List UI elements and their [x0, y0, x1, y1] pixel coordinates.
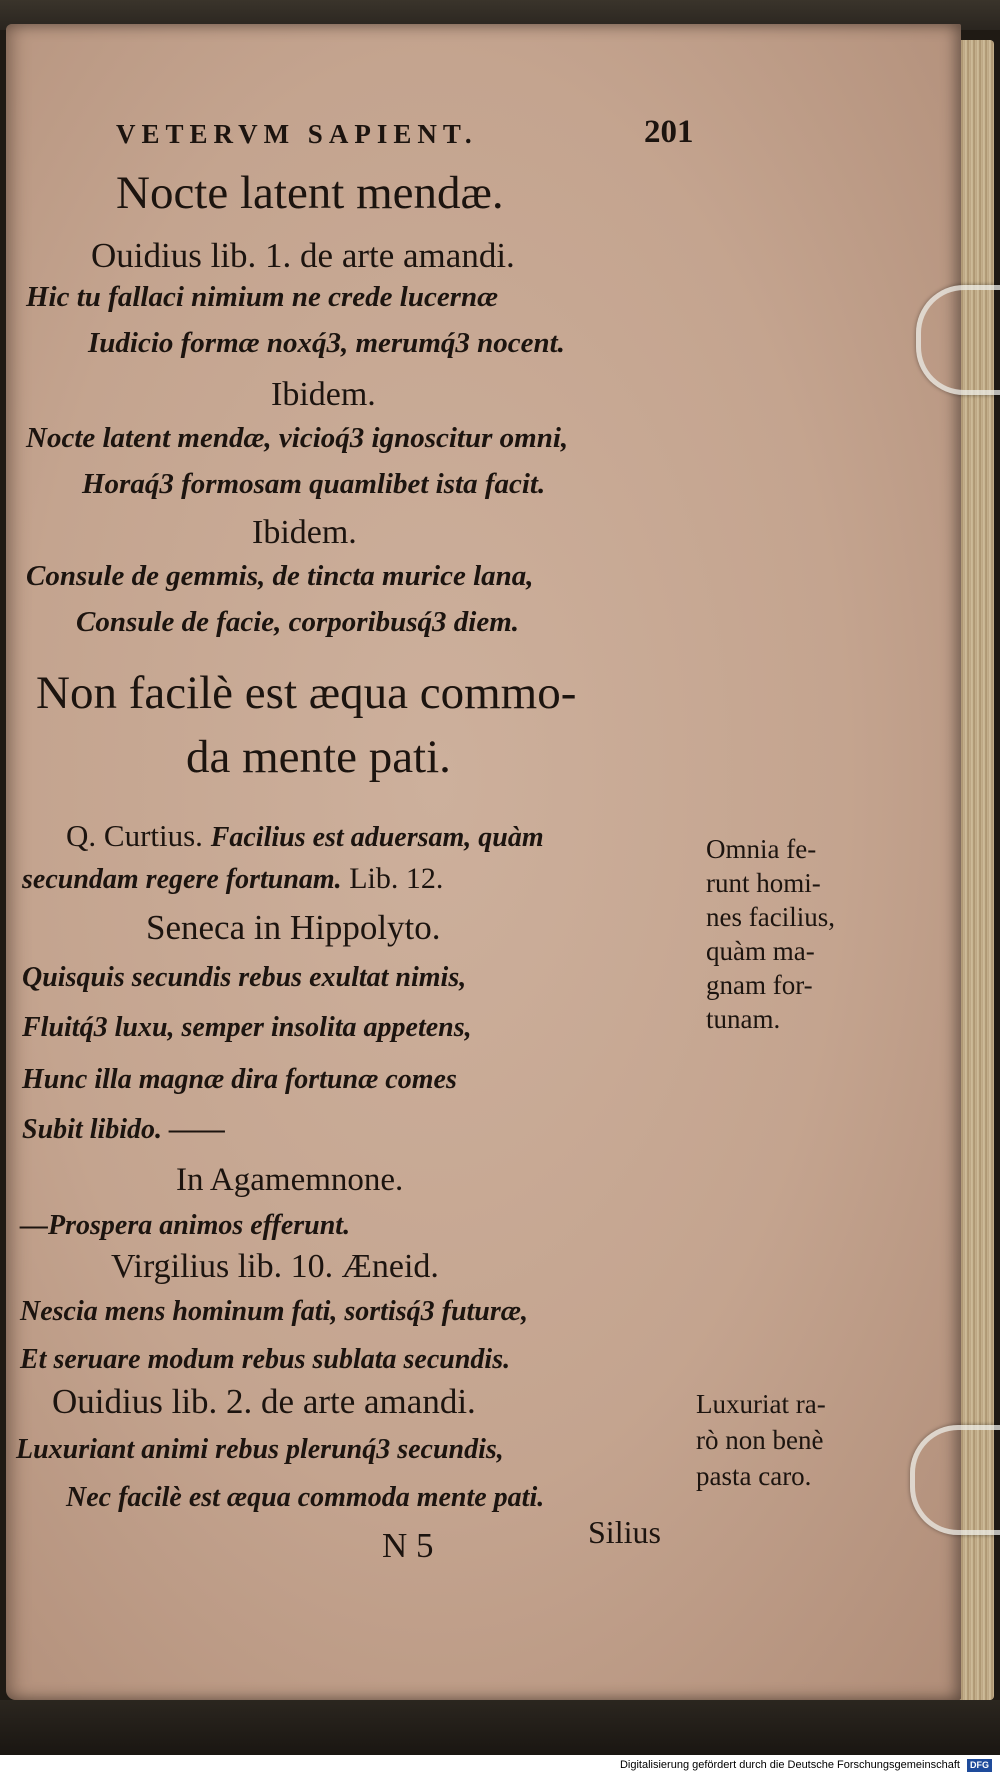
catchword: Silius — [588, 1514, 661, 1550]
mixed-line — [22, 862, 443, 896]
margin-note-line: gnam for- — [706, 970, 813, 1000]
margin-note — [706, 832, 835, 1036]
page-clip — [910, 1425, 1000, 1535]
mixed-line — [66, 818, 544, 854]
citation-line: Seneca in Hippolyto. — [146, 908, 441, 947]
verse-line: Fluitq́3 luxu, semper insolita appetens, — [22, 1012, 472, 1043]
verse-line: Nocte latent mendæ, vicioq́3 ignoscitur omni, — [26, 422, 569, 454]
verse-line: Et seruare modum rebus sublata secundis. — [20, 1344, 511, 1375]
roman-run: Lib. 12. — [349, 862, 444, 895]
verse-line: Nec facilè est æqua commoda mente pati. — [66, 1482, 545, 1513]
running-head: VETERVM SAPIENT. — [116, 119, 478, 149]
footer-text: Digitalisierung gefördert durch die Deutsche Forschungsgemeinschaft — [619, 1759, 960, 1771]
italic-run: Facilius est aduersam, quàm — [210, 822, 544, 853]
margin-note — [696, 1386, 826, 1494]
margin-note-line: Luxuriat ra- — [696, 1389, 826, 1419]
margin-note-line: quàm ma- — [706, 936, 815, 966]
margin-note-line: Omnia fe- — [706, 834, 817, 864]
page-clip — [916, 285, 1000, 395]
margin-note-line: pasta caro. — [696, 1461, 812, 1491]
verse-line: Luxuriant animi rebus plerunq́3 secundis, — [16, 1434, 504, 1465]
verse-line: Horaq́3 formosam quamlibet ista facit. — [82, 468, 546, 500]
dfg-logo: DFG — [967, 1759, 992, 1772]
heading-line: Nocte latent mendæ. — [116, 167, 504, 219]
citation-line: Ouidius lib. 2. de arte amandi. — [52, 1382, 476, 1421]
citation-line: Ouidius lib. 1. de arte amandi. — [91, 236, 515, 275]
verse-line: Hunc illa magnæ dira fortunæ comes — [22, 1064, 457, 1095]
margin-note-line: tunam. — [706, 1004, 781, 1034]
verse-line: Iudicio formæ noxq́3, merumq́3 nocent. — [88, 327, 565, 359]
heading-line: Non facilè est æqua commo- — [36, 667, 577, 719]
citation-line: Ibidem. — [271, 376, 376, 413]
signature-mark: N 5 — [382, 1526, 434, 1565]
citation-line: Ibidem. — [252, 514, 357, 551]
verse-line: Nescia mens hominum fati, sortisq́3 futuræ, — [20, 1296, 528, 1327]
citation-line: Virgilius lib. 10. Æneid. — [111, 1248, 439, 1285]
verse-line: Quisquis secundis rebus exultat nimis, — [22, 962, 467, 993]
digitization-footer — [0, 1755, 1000, 1775]
book-bottom-edge — [0, 1700, 1000, 1755]
margin-note-line: rò non benè — [696, 1425, 824, 1455]
heading-line: da mente pati. — [186, 731, 451, 783]
italic-run: secundam regere fortunam. — [22, 864, 342, 895]
margin-note-line: runt homi- — [706, 868, 821, 898]
book-page — [6, 24, 961, 1700]
verse-line: Subit libido. —— — [22, 1114, 226, 1145]
roman-run: Q. Curtius. — [66, 818, 203, 853]
citation-line: In Agamemnone. — [176, 1162, 404, 1198]
verse-line: —Prospera animos efferunt. — [20, 1210, 351, 1241]
verse-line: Consule de facie, corporibusq́3 diem. — [76, 606, 520, 638]
margin-note-line: nes facilius, — [706, 902, 835, 932]
verse-line: Hic tu fallaci nimium ne crede lucernæ — [26, 281, 499, 313]
verse-line: Consule de gemmis, de tincta murice lana, — [26, 560, 534, 592]
folio-number: 201 — [644, 114, 694, 150]
